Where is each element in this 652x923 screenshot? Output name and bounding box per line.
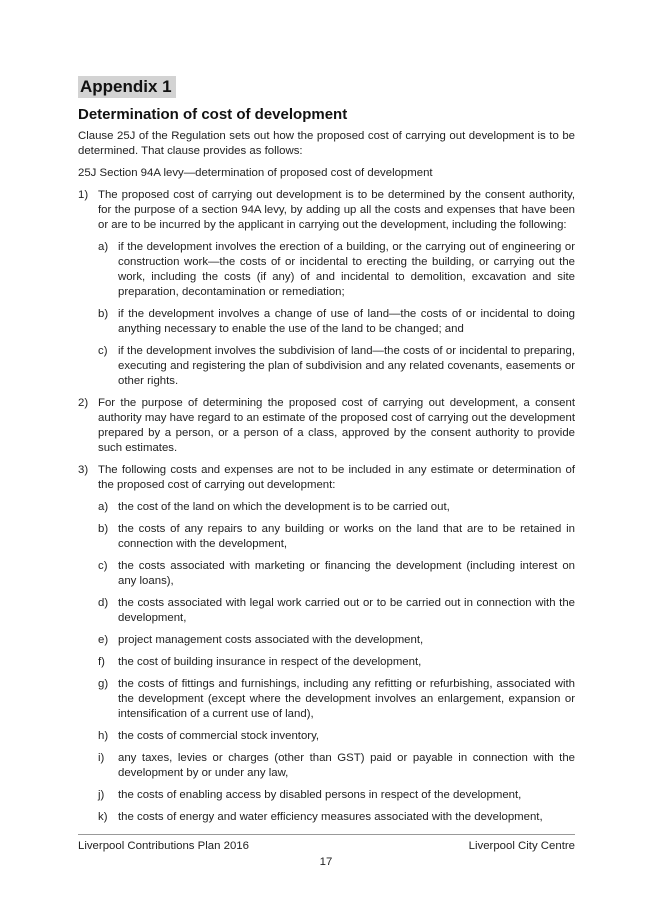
section-title: Determination of cost of development bbox=[78, 106, 348, 123]
item-text: The following costs and expenses are not to be included in any estimate or determination of the proposed cost of carrying out development: bbox=[98, 464, 575, 491]
sub-item-text: the cost of building insurance in respect of the development, bbox=[118, 656, 422, 668]
sub-item bbox=[98, 788, 575, 803]
sub-item bbox=[98, 751, 575, 781]
clause-item-1 bbox=[78, 188, 575, 389]
sub-item bbox=[98, 729, 575, 744]
sub-item bbox=[98, 307, 575, 337]
sub-item bbox=[98, 500, 575, 515]
sub-item-marker: g) bbox=[98, 678, 109, 690]
sub-item bbox=[98, 240, 575, 300]
sub-item-text: the costs associated with marketing or financing the development (including interest on any loans), bbox=[118, 560, 575, 587]
sub-item bbox=[98, 633, 575, 648]
sub-item bbox=[98, 559, 575, 589]
clause-item-3 bbox=[78, 463, 575, 825]
sub-item-text: the cost of the land on which the development is to be carried out, bbox=[118, 501, 450, 513]
page-number: 17 bbox=[319, 856, 333, 868]
sub-item-text: project management costs associated with the development, bbox=[118, 634, 424, 646]
footer-plan-title: Liverpool Contributions Plan 2016 bbox=[78, 840, 249, 852]
sub-list bbox=[98, 500, 575, 825]
sub-item-text: any taxes, levies or charges (other than GST) paid or payable in connection with the development by or under any law, bbox=[118, 752, 575, 779]
item-text: For the purpose of determining the proposed cost of carrying out development, a consent authority may have regard to an estimate of the proposed cost of carrying out the development prepared by a person, or a person of a class, approved by the consent authority to provide such estimates. bbox=[98, 397, 575, 454]
sub-item bbox=[98, 344, 575, 389]
sub-item-marker: b) bbox=[98, 523, 109, 535]
sub-item bbox=[98, 655, 575, 670]
sub-item-marker: c) bbox=[98, 560, 108, 572]
sub-item-marker: j) bbox=[98, 789, 105, 801]
clause-item-2 bbox=[78, 396, 575, 456]
sub-item-marker: f) bbox=[98, 656, 105, 668]
footer-location: Liverpool City Centre bbox=[468, 840, 575, 852]
sub-item-marker: e) bbox=[98, 634, 109, 646]
sub-item-text: the costs associated with legal work carried out or to be carried out in connection with the development, bbox=[118, 597, 575, 624]
sub-item-marker: k) bbox=[98, 811, 108, 823]
sub-item bbox=[98, 810, 575, 825]
sub-item-text: if the development involves a change of use of land—the costs of or incidental to doing anything necessary to enable the use of the land to be changed; and bbox=[118, 308, 575, 335]
sub-item-marker: i) bbox=[98, 752, 105, 764]
footer-divider bbox=[78, 834, 575, 835]
sub-item-text: the costs of any repairs to any building or works on the land that are to be retained in connection with the development, bbox=[118, 523, 575, 550]
sub-item-text: if the development involves the erection of a building, or the carrying out of engineering or construction work—the costs of or incidental to erecting the building, or carrying out the work, including the costs (if any) of and incidental to demolition, excavation and site preparation, decontamination or remediation; bbox=[118, 241, 575, 298]
intro-paragraph: Clause 25J of the Regulation sets out how the proposed cost of carrying out development is to be determined. That clause provides as follows: bbox=[78, 130, 575, 157]
clause-list bbox=[78, 188, 575, 825]
sub-item-marker: c) bbox=[98, 345, 108, 357]
sub-item-marker: a) bbox=[98, 501, 109, 513]
sub-item-text: the costs of enabling access by disabled persons in respect of the development, bbox=[118, 789, 522, 801]
sub-item-marker: h) bbox=[98, 730, 109, 742]
sub-item-text: if the development involves the subdivision of land—the costs of or incidental to preparing, executing and registering the plan of subdivision and any related covenants, easements or other rights. bbox=[118, 345, 575, 387]
sub-item-marker: b) bbox=[98, 308, 109, 320]
clause-title: 25J Section 94A levy—determination of proposed cost of development bbox=[78, 167, 433, 179]
sub-list bbox=[98, 240, 575, 389]
item-marker: 3) bbox=[78, 464, 89, 476]
item-marker: 2) bbox=[78, 397, 89, 409]
sub-item-text: the costs of energy and water efficiency measures associated with the development, bbox=[118, 811, 543, 823]
item-marker: 1) bbox=[78, 189, 89, 201]
body-content bbox=[78, 129, 575, 832]
item-text: The proposed cost of carrying out development is to be determined by the consent authority, for the purpose of a section 94A levy, by adding up all the costs and expenses that have been or are to be incurred by the applicant in carrying out the development, including the following: bbox=[98, 189, 575, 231]
appendix-title: Appendix 1 bbox=[78, 76, 176, 98]
sub-item bbox=[98, 677, 575, 722]
sub-item-marker: d) bbox=[98, 597, 109, 609]
sub-item bbox=[98, 522, 575, 552]
sub-item-text: the costs of fittings and furnishings, including any refitting or refurbishing, associated with the development (except where the development involves an enlargement, expansion or intensification of a current use of land), bbox=[118, 678, 575, 720]
sub-item-text: the costs of commercial stock inventory, bbox=[118, 730, 320, 742]
sub-item-marker: a) bbox=[98, 241, 109, 253]
sub-item bbox=[98, 596, 575, 626]
